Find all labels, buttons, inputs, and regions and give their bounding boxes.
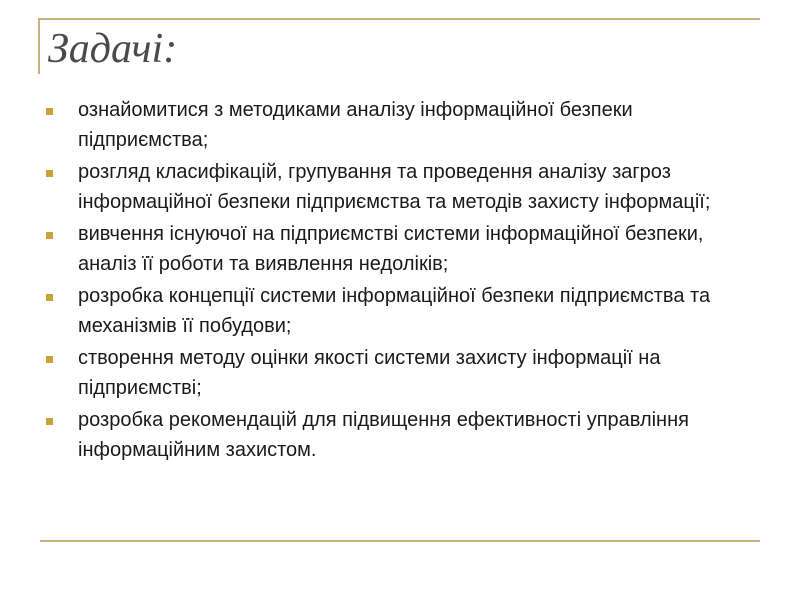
bullet-item	[44, 220, 734, 279]
square-bullet-icon	[46, 232, 53, 239]
bullet-text: розробка рекомендацій для підвищення ефективності управління інформаційним захистом.	[78, 409, 689, 461]
bullet-item	[44, 158, 734, 217]
bullet-item	[44, 282, 734, 341]
bottom-divider	[40, 540, 760, 542]
bullet-list	[44, 96, 734, 468]
square-bullet-icon	[46, 356, 53, 363]
square-bullet-icon	[46, 294, 53, 301]
bullet-item	[44, 96, 734, 155]
bullet-text: вивчення існуючої на підприємстві системи інформаційної безпеки, аналіз її роботи та виявлення недоліків;	[78, 223, 704, 275]
slide-title: Задачі:	[48, 26, 178, 72]
bullet-item	[44, 344, 734, 403]
bullet-item	[44, 406, 734, 465]
square-bullet-icon	[46, 170, 53, 177]
square-bullet-icon	[46, 108, 53, 115]
top-divider	[40, 18, 760, 20]
bullet-text: розробка концепції системи інформаційної безпеки підприємства та механізмів її побудови;	[78, 285, 711, 337]
title-accent-line	[38, 18, 40, 74]
bullet-text: ознайомитися з методиками аналізу інформаційної безпеки підприємства;	[78, 99, 633, 151]
square-bullet-icon	[46, 418, 53, 425]
bullet-text: створення методу оцінки якості системи захисту інформації на підприємстві;	[78, 347, 661, 399]
bullet-text: розгляд класифікацій, групування та проведення аналізу загроз інформаційної безпеки підприємства та методів захисту інформації;	[78, 161, 711, 213]
